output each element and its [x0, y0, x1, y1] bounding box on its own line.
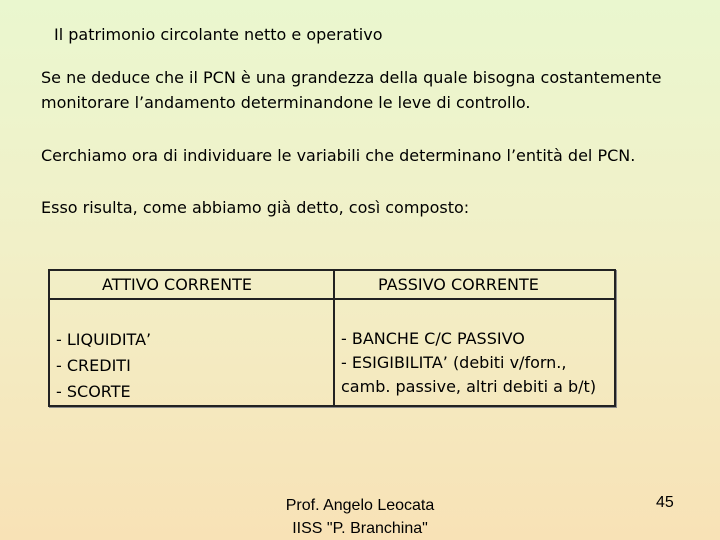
table-vertical-divider — [333, 271, 335, 405]
slide-title: Il patrimonio circolante netto e operativo — [54, 25, 383, 44]
page-number: 45 — [656, 494, 674, 511]
current-liability-item: camb. passive, altri debiti a b/t) — [341, 377, 597, 396]
footer-school: IISS "P. Branchina" — [292, 520, 428, 537]
current-asset-item: - LIQUIDITA’ — [56, 330, 152, 349]
current-assets-liabilities-table — [48, 269, 616, 407]
paragraph-line: Esso risulta, come abbiamo già detto, così composto: — [41, 198, 470, 217]
paragraph-variables — [41, 143, 635, 168]
header-attivo-corrente: ATTIVO CORRENTE — [102, 275, 252, 294]
paragraph-line: Cerchiamo ora di individuare le variabili che determinano l’entità del PCN. — [41, 146, 636, 165]
current-assets-list — [56, 327, 151, 405]
paragraph-line: monitorare l’andamento determinandone le leve di controllo. — [41, 93, 531, 112]
current-asset-item: - CREDITI — [56, 356, 131, 375]
table-header-divider — [50, 298, 614, 300]
footer-author: Prof. Angelo Leocata — [285, 497, 435, 514]
current-liability-item: - ESIGIBILITA’ (debiti v/forn., — [341, 353, 567, 372]
current-asset-item: - SCORTE — [56, 382, 131, 401]
header-passivo-corrente: PASSIVO CORRENTE — [378, 275, 539, 294]
paragraph-composition — [41, 195, 469, 220]
current-liabilities-list — [341, 327, 596, 399]
paragraph-line: Se ne deduce che il PCN è una grandezza della quale bisogna costantemente — [41, 68, 662, 87]
paragraph-pcn-monitoring — [41, 65, 661, 115]
current-liability-item: - BANCHE C/C PASSIVO — [341, 329, 525, 348]
slide-footer — [268, 494, 452, 540]
